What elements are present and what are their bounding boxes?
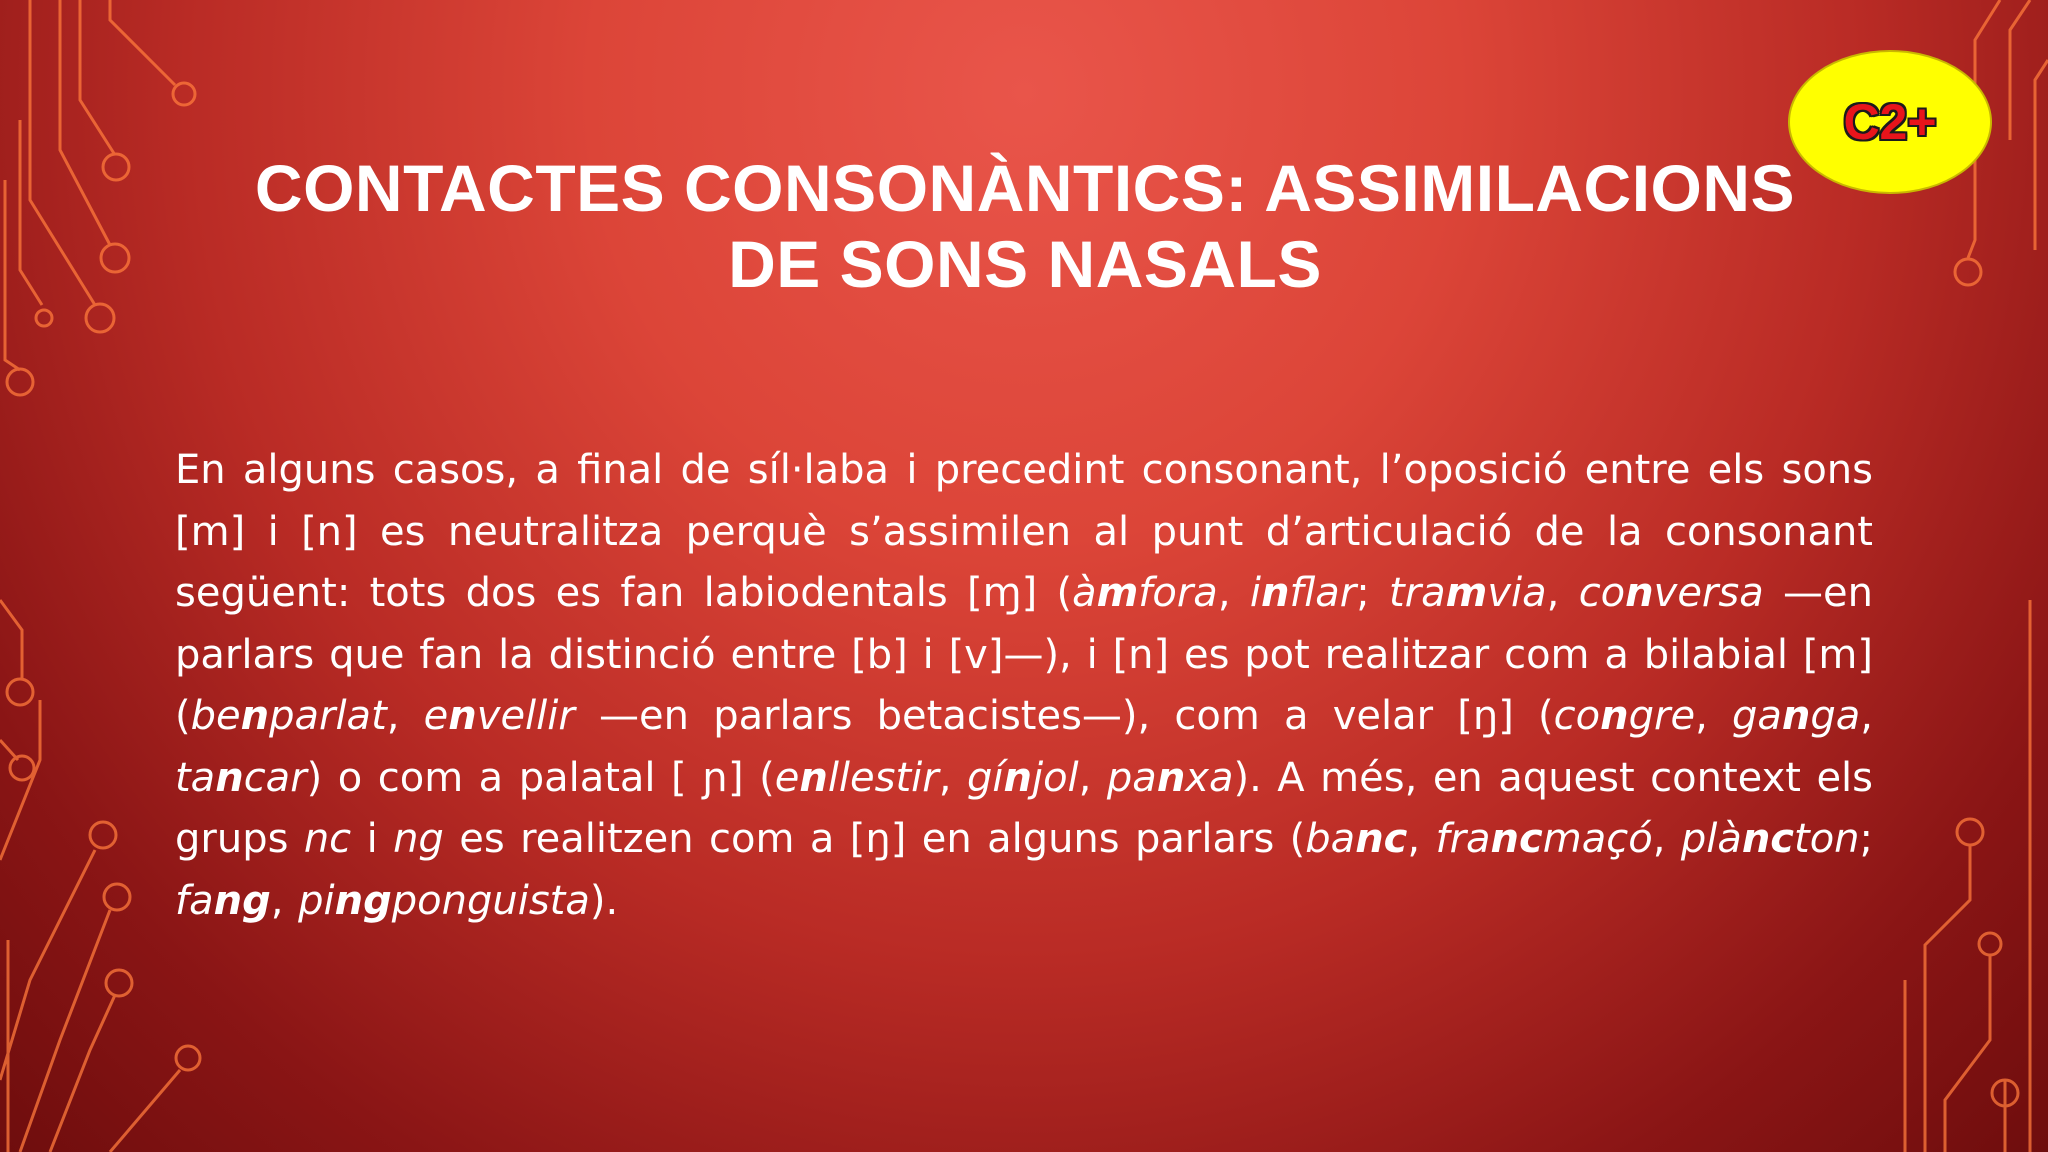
text-segment: , — [1407, 816, 1436, 862]
slide-title-line-1: CONTACTES CONSONÀNTICS: ASSIMILACIONS — [254, 151, 1796, 225]
emphasized-segment: m — [1096, 570, 1139, 616]
example-word-segment: pi — [298, 877, 335, 924]
level-badge — [1788, 50, 1992, 194]
circuit-trace — [0, 700, 40, 860]
text-segment: , — [1546, 570, 1579, 616]
circuit-trace — [0, 850, 95, 1080]
example-word-segment: ga — [1732, 693, 1782, 739]
example-word-segment: flar — [1289, 570, 1357, 616]
example-word-segment: ba — [1305, 816, 1356, 862]
example-word-segment: ng — [393, 816, 444, 862]
example-word-segment: gí — [966, 754, 1004, 801]
emphasized-segment: n — [1781, 693, 1811, 739]
example-word-segment: vellir — [476, 693, 575, 739]
emphasized-segment: ng — [334, 877, 392, 924]
example-word-segment: pa — [1106, 754, 1157, 801]
circuit-trace — [1945, 955, 1990, 1152]
example-word-segment: ta — [175, 754, 216, 801]
emphasized-segment: n — [1156, 754, 1186, 801]
example-word-segment: car — [243, 754, 307, 801]
example-word-segment: tra — [1389, 570, 1446, 616]
circuit-trace — [20, 120, 42, 305]
example-word-segment: gre — [1628, 693, 1696, 739]
body-paragraph — [175, 440, 1873, 932]
text-segment: ; — [1859, 816, 1874, 862]
circuit-trace — [50, 995, 115, 1152]
example-word-segment: ponguista — [391, 877, 590, 924]
text-segment: , — [1078, 754, 1107, 801]
emphasized-segment: n — [1600, 693, 1629, 739]
example-word-segment: co — [1578, 570, 1626, 616]
emphasized-segment: n — [448, 693, 477, 739]
circuit-trace — [60, 0, 110, 245]
emphasized-segment: n — [1003, 754, 1032, 801]
example-word-segment: jol — [1031, 754, 1079, 801]
text-segment: , — [386, 693, 424, 739]
example-word-segment: i — [1249, 570, 1261, 616]
level-badge-label: C2+ — [1843, 94, 1937, 150]
text-segment: En alguns casos, a final de síl·laba i precedint consonant, l’oposició entre els sons [m] i [n] es neutralitza perquè s’assimilen al punt d’articulació de la consonant següent: tots dos es fan labiodentals [ɱ] ( — [175, 447, 1873, 616]
text-segment: ; — [1356, 570, 1390, 616]
text-segment: , — [270, 877, 299, 924]
emphasized-segment: nc — [1355, 816, 1408, 862]
example-word-segment: ga — [1810, 693, 1861, 739]
paragraph-text — [175, 440, 1873, 932]
emphasized-segment: n — [1625, 570, 1654, 616]
text-segment: , — [1860, 693, 1874, 739]
circuit-trace — [5, 180, 20, 370]
text-segment: ) o com a palatal [ ɲ] ( — [306, 754, 775, 801]
text-segment: , — [1217, 570, 1250, 616]
example-word-segment: ton — [1794, 816, 1860, 862]
example-word-segment: e — [774, 754, 800, 801]
slide-title — [170, 150, 1880, 302]
example-word-segment: co — [1553, 693, 1601, 739]
circuit-trace — [110, 1070, 180, 1152]
example-word-segment: fora — [1138, 570, 1218, 616]
circuit-trace — [110, 0, 175, 85]
example-word-segment: xa — [1185, 754, 1234, 801]
text-segment: i — [351, 816, 394, 862]
text-segment: , — [1695, 693, 1732, 739]
circuit-trace — [80, 0, 115, 155]
emphasized-segment: m — [1445, 570, 1488, 616]
circuit-trace — [0, 740, 18, 760]
emphasized-segment: n — [799, 754, 828, 801]
text-segment: ). — [589, 877, 619, 924]
circuit-trace — [2010, 0, 2030, 140]
example-word-segment: via — [1487, 570, 1547, 616]
example-word-segment: fa — [175, 877, 214, 924]
emphasized-segment: n — [240, 693, 270, 739]
circuit-trace — [0, 600, 22, 680]
example-word-segment: e — [423, 693, 449, 739]
example-word-segment: nc — [303, 816, 352, 862]
example-word-segment: llestir — [827, 754, 939, 801]
circuit-trace — [20, 910, 110, 1152]
text-segment: , — [938, 754, 967, 801]
example-word-segment: be — [190, 693, 241, 739]
circuit-trace — [30, 0, 95, 305]
example-word-segment: maçó — [1542, 816, 1653, 862]
emphasized-segment: n — [1260, 570, 1290, 616]
example-word-segment: fra — [1435, 816, 1491, 862]
circuit-trace — [2035, 60, 2048, 250]
example-word-segment: plà — [1680, 816, 1742, 862]
text-segment: ). A més, en aquest context els grups — [175, 754, 1874, 862]
emphasized-segment: nc — [1490, 816, 1543, 862]
emphasized-segment: n — [215, 754, 244, 801]
text-segment: es realitzen com a [ŋ] en alguns parlars ( — [443, 816, 1306, 862]
emphasized-segment: nc — [1741, 816, 1795, 862]
slide-title-line-2: DE SONS NASALS — [728, 227, 1322, 301]
text-segment: —en parlars que fan la distinció entre [b] i [v]—), i [n] es pot realitzar com a bilabial [m] ( — [175, 570, 1873, 739]
circuit-trace — [1925, 845, 1970, 1152]
example-word-segment: parlat — [269, 693, 387, 739]
text-segment: , — [1652, 816, 1681, 862]
example-word-segment: à — [1072, 570, 1097, 616]
emphasized-segment: ng — [213, 877, 271, 924]
example-word-segment: versa — [1653, 570, 1764, 616]
text-segment: —en parlars betacistes—), com a velar [ŋ] ( — [574, 693, 1554, 739]
